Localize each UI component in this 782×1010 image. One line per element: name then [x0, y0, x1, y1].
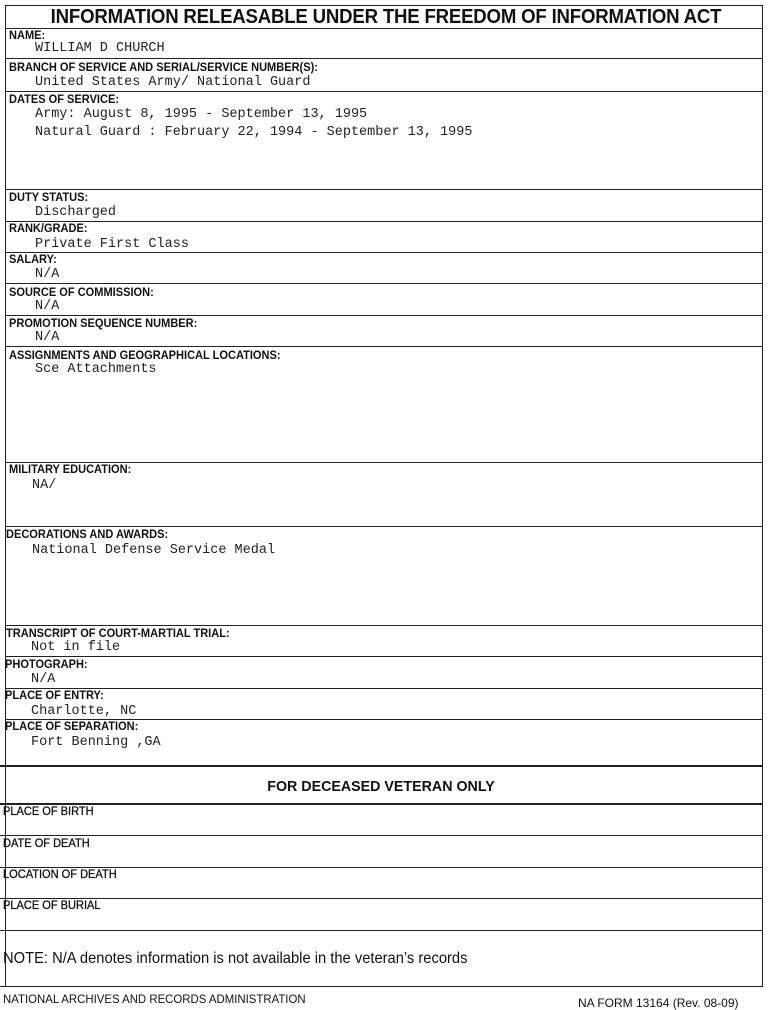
duty-status-label: DUTY STATUS: — [9, 190, 89, 204]
divider — [0, 986, 763, 987]
rank-value: Private First Class — [35, 237, 189, 252]
promotion-value: N/A — [35, 330, 60, 345]
divider — [6, 189, 763, 190]
military-education-label: MILITARY EDUCATION: — [9, 462, 132, 476]
agency-name: NATIONAL ARCHIVES AND RECORDS ADMINISTRATION — [3, 992, 306, 1006]
note-text: NOTE: N/A denotes information is not available in the veteran’s records — [3, 950, 468, 967]
salary-value: N/A — [35, 267, 60, 282]
divider — [0, 765, 763, 767]
assignments-value: Sce Attachments — [35, 362, 157, 377]
dates-value-army: Army: August 8, 1995 - September 13, 1995 — [35, 107, 368, 122]
divider — [0, 803, 763, 805]
decorations-value: National Defense Service Medal — [32, 543, 276, 558]
duty-status-value: Discharged — [35, 205, 117, 220]
photograph-label: PHOTOGRAPH: — [5, 657, 88, 671]
transcript-label: TRANSCRIPT OF COURT-MARTIAL TRIAL: — [6, 626, 230, 640]
promotion-label: PROMOTION SEQUENCE NUMBER: — [9, 316, 198, 330]
branch-label: BRANCH OF SERVICE AND SERIAL/SERVICE NUMBER(S): — [9, 60, 318, 74]
deceased-section-title: FOR DECEASED VETERAN ONLY — [267, 778, 495, 795]
photograph-value: N/A — [31, 672, 56, 687]
place-of-burial-label: PLACE OF BURIAL — [3, 898, 101, 912]
place-of-birth-label: PLACE OF BIRTH — [3, 804, 94, 818]
divider — [6, 656, 763, 657]
assignments-label: ASSIGNMENTS AND GEOGRAPHICAL LOCATIONS: — [9, 348, 281, 362]
divider — [0, 835, 763, 836]
divider — [0, 930, 763, 931]
divider — [6, 346, 763, 347]
military-education-value: NA/ — [32, 478, 57, 493]
salary-label: SALARY: — [9, 252, 57, 266]
transcript-value: Not in file — [31, 640, 121, 655]
place-of-separation-label: PLACE OF SEPARATION: — [5, 719, 139, 733]
divider — [6, 28, 763, 29]
dates-label: DATES OF SERVICE: — [9, 92, 120, 106]
place-of-entry-label: PLACE OF ENTRY: — [5, 688, 104, 702]
date-of-death-label: DATE OF DEATH — [3, 836, 90, 850]
dates-value-guard: Natural Guard : February 22, 1994 - September 13, 1995 — [35, 125, 473, 140]
location-of-death-label: LOCATION OF DEATH — [3, 867, 117, 881]
name-label: NAME: — [9, 28, 46, 42]
branch-value: United States Army/ National Guard — [35, 75, 311, 90]
divider — [6, 91, 763, 92]
place-of-entry-value: Charlotte, NC — [31, 704, 137, 719]
form-number: NA FORM 13164 (Rev. 08-09) — [578, 996, 739, 1010]
divider — [6, 221, 763, 222]
place-of-separation-value: Fort Benning ,GA — [31, 735, 161, 750]
divider — [6, 252, 763, 253]
divider — [6, 58, 763, 59]
form-title: INFORMATION RELEASABLE UNDER THE FREEDOM OF INFORMATION ACT — [50, 6, 722, 28]
divider — [6, 688, 763, 689]
source-commission-value: N/A — [35, 299, 60, 314]
rank-label: RANK/GRADE: — [9, 221, 88, 235]
form-border — [5, 5, 763, 987]
name-value: WILLIAM D CHURCH — [35, 41, 165, 56]
divider — [0, 898, 763, 899]
divider — [6, 283, 763, 284]
decorations-label: DECORATIONS AND AWARDS: — [6, 527, 169, 541]
source-commission-label: SOURCE OF COMMISSION: — [9, 285, 154, 299]
